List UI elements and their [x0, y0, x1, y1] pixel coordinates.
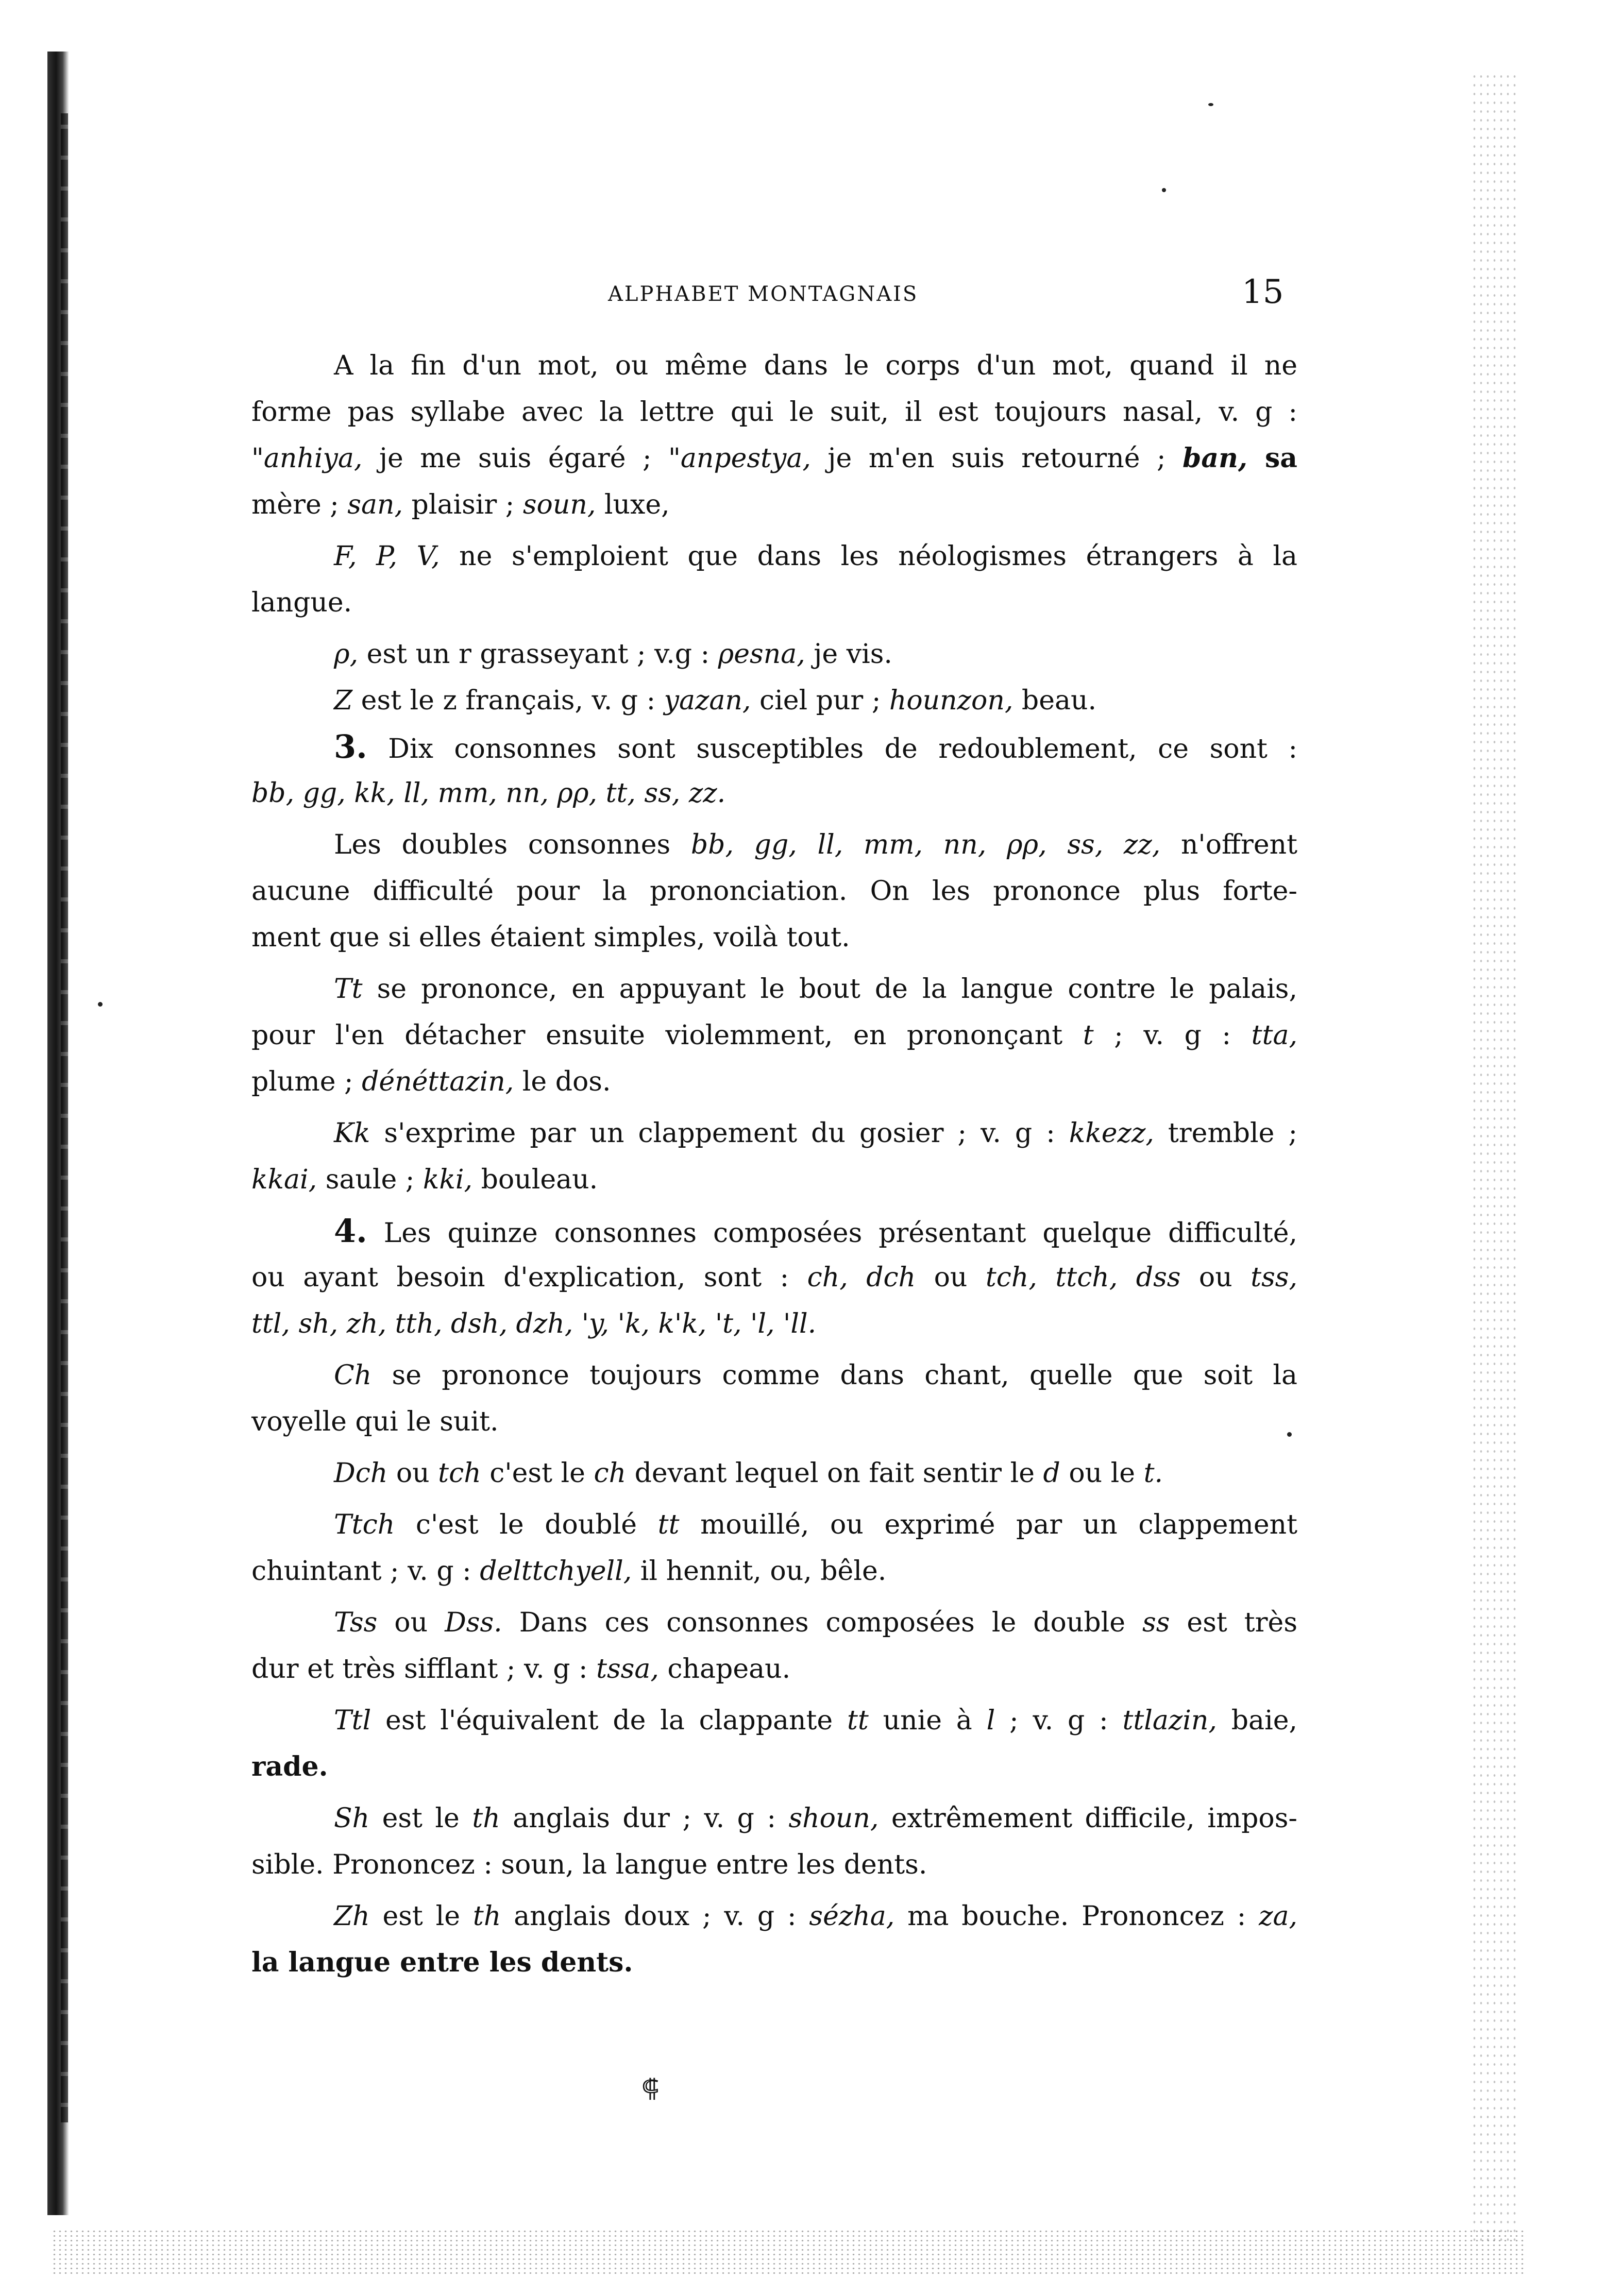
letter-term: tt — [657, 1509, 680, 1540]
example-word: ban, — [1182, 443, 1247, 474]
text-run: est le — [369, 1901, 473, 1932]
text-line — [251, 1646, 1297, 1692]
text-run: plume ; — [251, 1066, 362, 1097]
letter-term: Sh — [334, 1803, 370, 1834]
example-word: kkezz, — [1069, 1118, 1154, 1149]
text-line — [251, 1548, 1297, 1594]
text-run: rade. — [251, 1751, 328, 1782]
text-line — [251, 1502, 1297, 1548]
letter-term: Ch — [334, 1360, 372, 1391]
example-word: san, — [347, 489, 403, 520]
text-run: aucune difficulté pour la prononciation. On les prononce plus forte- — [251, 876, 1297, 907]
binding-shadow-texture — [61, 113, 68, 2122]
scan-speck — [98, 1002, 103, 1007]
printer-mark: ⸿ — [641, 2074, 660, 2103]
letter-term: Z — [334, 685, 353, 716]
text-run: est très — [1170, 1607, 1297, 1638]
letter-term: ρ, — [334, 639, 359, 670]
text-run: est l'équivalent de la clappante — [371, 1705, 847, 1736]
text-run: g : — [674, 639, 718, 670]
text-run: ou — [916, 1262, 986, 1293]
text-run: langue. — [251, 587, 352, 618]
text-line — [251, 677, 1297, 724]
text-run: Les quinze consonnes composées présentant quelque difficulté, — [367, 1218, 1297, 1249]
text-line — [251, 580, 1297, 626]
text-run: plaisir ; — [403, 489, 523, 520]
text-line — [251, 1450, 1297, 1496]
text-run: ou — [387, 1458, 438, 1489]
text-line — [251, 343, 1297, 389]
text-run: n'offrent — [1160, 829, 1297, 860]
consonant-list: tss, — [1251, 1262, 1297, 1293]
text-run: baie, — [1217, 1705, 1297, 1736]
text-line — [251, 868, 1297, 914]
text-run: luxe, — [596, 489, 670, 520]
text-line — [251, 914, 1297, 961]
text-line — [251, 966, 1297, 1012]
right-page-edge-noise — [1471, 72, 1517, 2246]
letter-term: Dss. — [445, 1607, 502, 1638]
letter-term: Tt — [334, 974, 363, 1005]
text-line — [251, 1254, 1297, 1301]
text-line — [251, 1012, 1297, 1059]
text-run: se prononce, en appuyant le bout de la langue contre le palais, — [362, 974, 1297, 1005]
text-run: mouillé, ou exprimé par un clappement — [679, 1509, 1297, 1540]
text-run: ma bouche. Prononcez : — [894, 1901, 1259, 1932]
text-run: s'exprime par un clappement du gosier ; v. g : — [370, 1118, 1069, 1149]
letter-term: Kk — [334, 1118, 370, 1149]
text-line — [251, 1600, 1297, 1646]
example-word: sézha, — [809, 1901, 895, 1932]
text-line — [251, 822, 1297, 868]
text-run: ou — [1180, 1262, 1251, 1293]
letter-term: Tss — [334, 1607, 378, 1638]
text-run: sible. Prononcez : soun, la langue entre les dents. — [251, 1849, 927, 1880]
letter-term: th — [472, 1803, 500, 1834]
section-number: 3. — [334, 728, 367, 766]
text-run: ou ayant besoin d'explication, sont : — [251, 1262, 807, 1293]
text-run: saule ; — [317, 1164, 423, 1195]
letter-term: l — [986, 1705, 995, 1736]
scan-speck — [1208, 103, 1213, 106]
text-run: c'est le doublé — [395, 1509, 658, 1540]
consonant-list: bb, gg, kk, ll, mm, nn, ρρ, tt, ss, zz. — [251, 778, 726, 809]
example-word: "anhiya, — [251, 443, 363, 474]
text-run: est le z français, v. g : — [352, 685, 664, 716]
text-run: sa — [1247, 443, 1298, 474]
letter-term: Zh — [334, 1901, 370, 1932]
text-line — [251, 1893, 1297, 1940]
text-run: ment que si elles étaient simples, voilà tout. — [251, 922, 850, 953]
running-title: ALPHABET MONTAGNAIS — [608, 282, 919, 306]
text-line — [251, 1842, 1297, 1888]
example-word: ρesna, — [718, 639, 805, 670]
example-word: hounzon, — [889, 685, 1013, 716]
text-run: ou — [377, 1607, 445, 1638]
text-line — [251, 1352, 1297, 1399]
text-run: bouleau. — [472, 1164, 598, 1195]
example-word: shoun, — [788, 1803, 879, 1834]
example-word: za, — [1259, 1901, 1298, 1932]
text-line — [251, 1156, 1297, 1203]
text-line — [251, 389, 1297, 435]
text-run: pour l'en détacher ensuite violemment, en prononçant — [251, 1020, 1083, 1051]
text-run: Les doubles consonnes — [334, 829, 691, 860]
page-number: 15 — [1242, 273, 1284, 311]
text-run: je m'en suis retourné ; — [810, 443, 1183, 474]
text-line — [251, 1399, 1297, 1445]
example-word: ttlazin, — [1122, 1705, 1217, 1736]
text-line — [251, 1208, 1297, 1254]
text-run: c'est le — [481, 1458, 594, 1489]
letter-term: ch — [594, 1458, 627, 1489]
letter-term: ss — [1142, 1607, 1170, 1638]
text-run: dur et très sifflant ; v. g : — [251, 1654, 597, 1685]
text-line — [251, 435, 1297, 482]
text-run: ou le — [1060, 1458, 1144, 1489]
letter-term: th — [472, 1901, 501, 1932]
page-body — [251, 343, 1297, 1986]
consonant-list: ch, dch — [807, 1262, 916, 1293]
example-word: soun, — [522, 489, 596, 520]
text-run: anglais dur ; v. g : — [500, 1803, 789, 1834]
text-line — [251, 1795, 1297, 1842]
text-line — [251, 1110, 1297, 1156]
text-line — [251, 1059, 1297, 1105]
text-run: le dos. — [514, 1066, 611, 1097]
example-word: kkai, — [251, 1164, 317, 1195]
example-word: dénéttazin, — [362, 1066, 514, 1097]
example-word: tssa, — [596, 1654, 659, 1685]
example-word: kki, — [423, 1164, 473, 1195]
text-run: tremble ; — [1154, 1118, 1298, 1149]
text-run: Dans ces consonnes composées le double — [502, 1607, 1143, 1638]
text-line — [251, 1697, 1297, 1744]
text-run: forme pas syllabe avec la lettre qui le suit, il est toujours nasal, v. g : — [251, 397, 1297, 428]
consonant-list: tch, ttch, dss — [985, 1262, 1181, 1293]
letter-term: d — [1043, 1458, 1060, 1489]
letter-term: tch — [438, 1458, 481, 1489]
text-run: chapeau. — [658, 1654, 791, 1685]
consonant-list: bb, gg, ll, mm, nn, ρρ, ss, zz, — [690, 829, 1161, 860]
text-run: ne s'emploient que dans les néologismes étrangers à la — [440, 541, 1297, 572]
consonant-list: ttl, sh, zh, tth, dsh, dzh, 'y, 'k, k'k, 't, 'l, 'll. — [251, 1308, 817, 1339]
text-run: ; v. g : — [1093, 1020, 1252, 1051]
text-run: chuintant ; v. g : — [251, 1556, 480, 1587]
text-run: se prononce toujours comme dans chant, quelle que soit la — [371, 1360, 1297, 1391]
letter-term: F, P, V, — [334, 541, 440, 572]
text-run: je me suis égaré ; — [362, 443, 668, 474]
text-line — [251, 482, 1297, 528]
text-run: mère ; — [251, 489, 348, 520]
text-run: extrêmement difficile, impos- — [878, 1803, 1297, 1834]
letter-term: Ttl — [334, 1705, 371, 1736]
text-run: est un r grasseyant ; v. — [358, 639, 675, 670]
text-line — [251, 1940, 1297, 1986]
letter-term: t. — [1143, 1458, 1163, 1489]
example-word: "anpestya, — [668, 443, 811, 474]
bottom-page-edge-noise — [52, 2229, 1525, 2275]
letter-term: tt — [847, 1705, 869, 1736]
text-run: voyelle qui le suit. — [251, 1406, 499, 1437]
text-line — [251, 724, 1297, 770]
text-run: anglais doux ; v. g : — [501, 1901, 809, 1932]
section-number: 4. — [334, 1212, 367, 1250]
example-word: yazan, — [664, 685, 751, 716]
text-line — [251, 1301, 1297, 1347]
text-line — [251, 533, 1297, 580]
text-run: beau. — [1013, 685, 1096, 716]
letter-term: Ttch — [334, 1509, 395, 1540]
text-run: il hennit, ou, bêle. — [632, 1556, 887, 1587]
text-run: unie à — [868, 1705, 987, 1736]
text-run: je vis. — [805, 639, 892, 670]
letter-term: Dch — [334, 1458, 388, 1489]
text-run: ; v. g : — [995, 1705, 1123, 1736]
text-run: ciel pur ; — [751, 685, 889, 716]
running-head — [0, 273, 1605, 314]
text-run: est le — [369, 1803, 472, 1834]
example-word: tta, — [1251, 1020, 1297, 1051]
text-run: devant lequel on fait sentir le — [626, 1458, 1043, 1489]
text-run: la langue entre les dents. — [251, 1947, 633, 1978]
text-run: Dix consonnes sont susceptibles de redoublement, ce sont : — [367, 734, 1297, 764]
text-line — [251, 1744, 1297, 1790]
text-line — [251, 631, 1297, 677]
letter-term: t — [1083, 1020, 1094, 1051]
scan-speck — [1162, 188, 1166, 192]
text-line — [251, 770, 1297, 817]
text-run: A la fin d'un mot, ou même dans le corps d'un mot, quand il ne — [334, 350, 1297, 381]
example-word: delttchyell, — [480, 1556, 632, 1587]
